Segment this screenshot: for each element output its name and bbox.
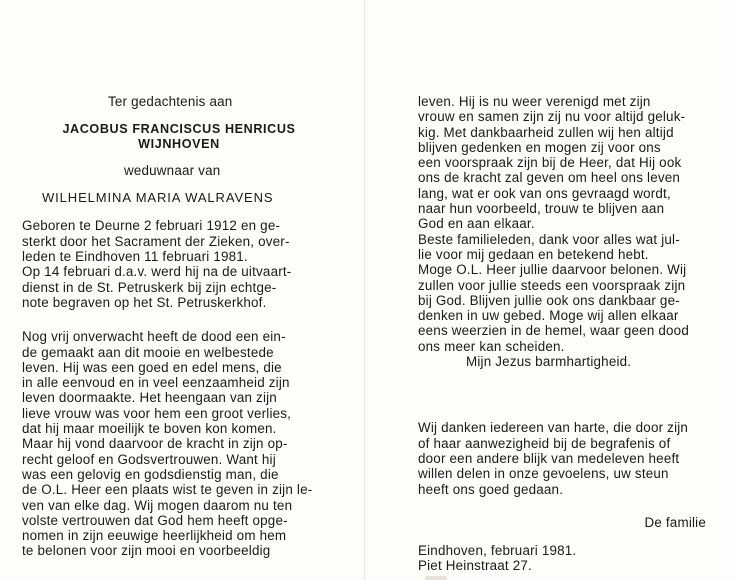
paper-smudge [425, 576, 447, 580]
memorial-paragraph: Nog vrij onverwacht heeft de dood een ein- de gemaakt aan dit mooie en welbestede leven. Hij was een goed en edel mens, die in alle eenvoud en in veel eenzaamheid zijn leven doormaakte. Het heengaan van zijn lieve vrouw was voor hem een groot verlies, dat hij maar moeilijk te boven kon komen. Maar hij vond daarvoor de kracht in zijn op- recht geloof en Godsvertrouwen. Want hij was een gelovig en godsdienstig man, die de O.L. Heer een plaats wist te geven in zijn le- ven van elke dag. Wij mogen daarom nu ten volste vertrouwen dat God hem heeft opge- nomen in zijn eeuwige heerlijkheid om hem te belonen voor zijn mooi en voorbeeldig [22, 329, 313, 559]
thanks-paragraph: Wij danken iedereen van harte, die door zijn of haar aanwezigheid bij de begrafenis of door een andere blijk van medeleven heeft willen delen in onze gevoelens, uw steun heeft ons goed gedaan. [418, 420, 689, 497]
address: Piet Heinstraat 27. [418, 558, 532, 574]
widow-label: weduwnaar van [124, 162, 221, 178]
continuation-paragraph: leven. Hij is nu weer verenigd met zijn vrouw en samen zijn zij nu voor altijd geluk- kig. Met dankbaarheid zullen wij hen altijd blijven gedenken en mogen zij voor ons een voorspraak zijn bij de Heer, dat Hij ook ons de kracht zal geven om heel ons leven lang, wat er ook van ons gevraagd wordt, naar hun voorbeeld, trouw te blijven aan God en aan elkaar. Beste familieleden, dank voor alles wat jul- lie voor mij gedaan en betekend hebt. Moge O.L. Heer jullie daarvoor belonen. Wij zullen voor jullie steeds een voorspraak zijn bij God. Blijven jullie ook ons dankbaar ge- denken in uw gebed. Moge wij allen elkaar eens weerzien in de hemel, waar geen dood ons meer kan scheiden. [418, 94, 689, 354]
place-date: Eindhoven, februari 1981. [418, 543, 577, 559]
deceased-name: JACOBUS FRANCISCUS HENRICUS WIJNHOVEN [62, 122, 296, 152]
intro-text: Ter gedachtenis aan [108, 94, 233, 109]
fold-line [364, 0, 365, 580]
prayer-line: Mijn Jezus barmhartigheid. [466, 354, 632, 370]
spouse-name: WILHELMINA MARIA WALRAVENS [42, 190, 274, 206]
right-column [418, 94, 708, 574]
left-column [22, 94, 352, 559]
family-signature: De familie [644, 514, 706, 530]
birth-death-paragraph: Geboren te Deurne 2 februari 1912 en ge- sterkt door het Sacrament der Zieken, over- leden te Eindhoven 11 februari 1981. Op 14 februari d.a.v. werd hij na de uitvaart- dienst in de St. Petruskerk bij zijn echtge- note begraven op het St. Petruskerkhof. [22, 218, 292, 310]
